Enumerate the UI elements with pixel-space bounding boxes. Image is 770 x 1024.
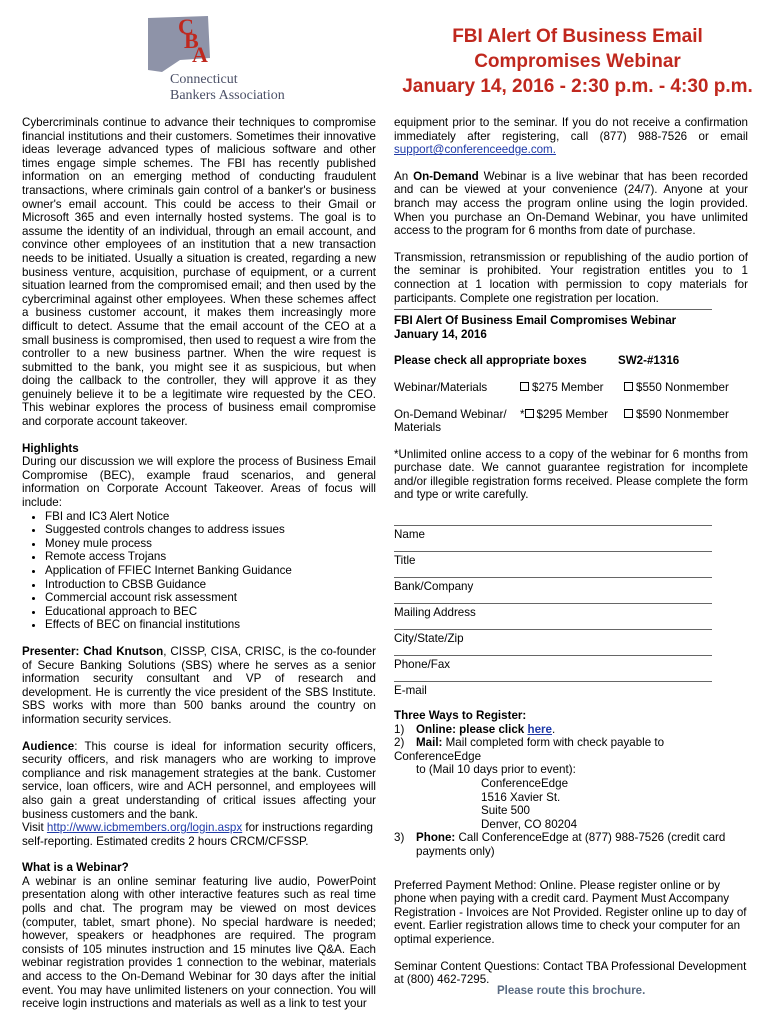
name-field[interactable] bbox=[394, 524, 748, 550]
price-row-webinar bbox=[394, 381, 748, 395]
field-label: E-mail bbox=[394, 684, 427, 698]
row1-member-label: $275 Member bbox=[532, 380, 604, 394]
svg-text:C: C bbox=[178, 14, 194, 39]
row2-member-option[interactable] bbox=[520, 408, 624, 435]
register-here-link[interactable]: here bbox=[527, 722, 552, 736]
address-line: Suite 500 bbox=[481, 804, 530, 818]
reg3-body bbox=[416, 831, 748, 858]
transmission-paragraph: Transmission, retransmission or republishing of the audio portion of the seminar is prohibited. Your registration entitles you to 1 connection at 1 location with permission to copy materials for participants. Complete one registration per location. bbox=[394, 250, 748, 305]
presenter-label: Presenter: Chad Knutson bbox=[22, 644, 164, 658]
unlimited-note: *Unlimited online access to a copy of the webinar for 6 months from purchase date. We cannot guarantee registration for incomplete and/or illegible registration forms received. Please complete the form and type or write carefully. bbox=[394, 447, 748, 502]
row1-nonmember-label: $550 Nonmember bbox=[636, 380, 729, 394]
logo-text-line2: Bankers Association bbox=[170, 88, 285, 103]
row2-nonmember-option[interactable] bbox=[624, 408, 729, 435]
field-label: Bank/Company bbox=[394, 580, 474, 594]
continue-paragraph bbox=[394, 116, 748, 157]
register-option-phone bbox=[394, 831, 748, 858]
presenter-text: , CISSP, CISA, CRISC, is the co-founder of Secure Banking Solutions (SBS) where he serves as a senior information security consultant and VP of research and development. He is currently the vice president of the SBS Institute. SBS works with more than 500 banks around the country on information security services. bbox=[22, 644, 376, 726]
reg2-text2: to (Mail 10 days prior to event): bbox=[416, 763, 576, 777]
mailing-address-field[interactable] bbox=[394, 602, 748, 628]
row2-nonmember-label: $590 Nonmember bbox=[636, 407, 729, 421]
reg1-end: . bbox=[551, 722, 556, 736]
row2-asterisk: * bbox=[520, 407, 525, 421]
program-code: SW2-#1316 bbox=[618, 354, 680, 368]
presenter-paragraph bbox=[22, 645, 376, 727]
list-item: • Money mule process bbox=[45, 537, 376, 551]
row2-member-label: $295 Member bbox=[536, 407, 609, 421]
list-item: • Commercial account risk assessment bbox=[45, 591, 376, 605]
list-item: • FBI and IC3 Alert Notice bbox=[45, 510, 376, 524]
reg3-num: 3) bbox=[394, 831, 405, 845]
svg-text:B: B bbox=[184, 28, 199, 53]
checkbox-icon[interactable] bbox=[525, 409, 534, 418]
support-email-link[interactable]: support@conferenceedge.com. bbox=[394, 143, 556, 157]
reg2-text: Mail completed form with check payable to ConferenceEdge bbox=[394, 736, 665, 763]
questions-paragraph: Seminar Content Questions: Contact TBA Professional Development at (800) 462-7295. bbox=[394, 959, 747, 987]
audience-label: Audience bbox=[22, 739, 75, 753]
payment-paragraph: Preferred Payment Method: Online. Please register online or by phone when paying with a credit card. Payment Must Accompany Registration - Invoices are Not Provided. Register online up to day of event. Earlier registration allows time to check your computer for an optimal experience. bbox=[394, 878, 747, 946]
list-item: • Remote access Trojans bbox=[45, 550, 376, 564]
webinar-heading: What is a Webinar? bbox=[22, 861, 129, 875]
mail-address bbox=[394, 777, 748, 831]
row1-nonmember-option[interactable] bbox=[624, 381, 729, 395]
visit-suffix: for instructions regarding self-reporting. Estimated credits 2 hours CRCM/CFSSP. bbox=[22, 821, 373, 848]
ondemand-prefix: An bbox=[394, 169, 414, 183]
reg3-text: Call ConferenceEdge at (877) 988-7526 (credit card payments only) bbox=[416, 831, 726, 858]
right-column bbox=[394, 116, 748, 987]
reg2-label: Mail: bbox=[416, 736, 443, 750]
field-label: Phone/Fax bbox=[394, 658, 451, 672]
checkbox-icon[interactable] bbox=[624, 409, 633, 418]
svg-text:A: A bbox=[192, 42, 208, 67]
page-title bbox=[385, 24, 770, 99]
ondemand-bold: On-Demand bbox=[413, 169, 479, 183]
row2-label bbox=[394, 408, 520, 435]
icb-login-link[interactable]: http://www.icbmembers.org/login.aspx bbox=[46, 821, 243, 835]
row2-label-b: Materials bbox=[394, 421, 442, 435]
ondemand-paragraph bbox=[394, 170, 748, 238]
left-column bbox=[22, 116, 376, 1011]
list-item: • Introduction to CBSB Guidance bbox=[45, 578, 376, 592]
check-label: Please check all appropriate boxes bbox=[394, 354, 587, 368]
reg2-num: 2) bbox=[394, 736, 405, 750]
email-field[interactable] bbox=[394, 680, 748, 706]
title-line2: Compromises Webinar bbox=[474, 51, 681, 72]
row1-member-option[interactable] bbox=[520, 381, 624, 395]
address-line: 1516 Xavier St. bbox=[481, 790, 561, 804]
visit-paragraph bbox=[22, 821, 376, 848]
highlights-intro: During our discussion we will explore the process of Business Email Compromise (BEC), example fraud scenarios, and general information on Corporate Account Takeover. Areas of focus will include: bbox=[22, 455, 376, 510]
visit-prefix: Visit bbox=[22, 821, 47, 835]
cba-logo bbox=[140, 10, 300, 105]
list-item: • Application of FFIEC Internet Banking Guidance bbox=[45, 564, 376, 578]
reg1-num: 1) bbox=[394, 722, 405, 736]
check-row bbox=[394, 354, 748, 368]
highlights-heading: Highlights bbox=[22, 441, 79, 455]
reg1-label: Online: please click bbox=[416, 722, 528, 736]
register-option-online bbox=[394, 723, 748, 737]
register-heading: Three Ways to Register: bbox=[394, 709, 527, 723]
checkbox-icon[interactable] bbox=[624, 382, 633, 391]
highlights-list bbox=[22, 510, 376, 632]
list-item: • Educational approach to BEC bbox=[45, 605, 376, 619]
ondemand-text: Webinar is a live webinar that has been recorded and can be viewed at your convenience (24/7). Anyone at your branch may access the program online using the login provided. When you purchase an On-Demand Webinar, you have unlimited access to the program for 6 months from date of purchase. bbox=[394, 169, 748, 238]
audience-paragraph bbox=[22, 740, 376, 822]
title-line3: January 14, 2016 - 2:30 p.m. - 4:30 p.m. bbox=[402, 76, 753, 97]
logo-text-line1: Connecticut bbox=[170, 72, 238, 87]
list-item: • Effects of BEC on financial institutions bbox=[45, 618, 376, 632]
connecticut-map-icon bbox=[140, 10, 290, 80]
list-item: • Suggested controls changes to address issues bbox=[45, 523, 376, 537]
register-option-mail bbox=[394, 736, 748, 763]
address-line: ConferenceEdge bbox=[481, 777, 569, 791]
row1-label: Webinar/Materials bbox=[394, 380, 488, 394]
reg3-label: Phone: bbox=[416, 831, 456, 845]
intro-paragraph: Cybercriminals continue to advance their techniques to compromise financial institutions and their customers. Sometimes their innovative ideas leverage advanced types of malicious software and other times engage simple schemes. The FBI has recently published information on an emerging method of conducting fraudulent transactions, where criminals gain control of a banker's or business owner's email account. This could be access to their Gmail or Microsoft 365 and even internally hosted systems. The goal is to assume the identity of an individual, through an email account, and convince other employees of an institution that a new transaction needs to be initiated. Usually a situation is created, regarding a new business venture, acquisition, purchase of equipment, or a current situation learned from the compromised email; and then used by the cybercriminal against other employees. When these schemes affect a business customer account, it makes them increasingly more difficult to detect. Assume that the email account of the CEO at a small business is compromised, then used to request a wire from the controller to a new business partner. When the wire request is submitted to the bank, you might see it as suspicious, but when doing the callback to the controller, they will approve it as they genuinely believe it to be a legitimate wire requested by the CEO. This webinar explores the process of business email compromise and corporate account takeover. bbox=[22, 116, 376, 429]
webinar-paragraph: A webinar is an online seminar featuring live audio, PowerPoint presentation along with other interactive features such as real time polls and chat. The program may be viewed on most devices (computer, tablet, smart phone). No special hardware is needed; however, speakers or headphones are required. The program consists of 105 minutes instruction and 15 minutes live Q&A. Each webinar registration provides 1 connection to the webinar, materials and access to the On-Demand Webinar for 30 days after the initial event. You may have unlimited listeners on your connection. You will receive login instructions and materials as well as a link to test your bbox=[22, 874, 376, 1011]
checkbox-icon[interactable] bbox=[520, 382, 529, 391]
audience-text: : This course is ideal for information security officers, security officers, and risk managers who are working to improve compliance and risk management strategies at the bank. Customer service, loan officers, wire and ACH personnel, and employees will also gain a great understanding of critical issues affecting your business customers and the bank. bbox=[22, 739, 376, 821]
form-title: FBI Alert Of Business Email Compromises Webinar bbox=[394, 314, 677, 328]
field-label: City/State/Zip bbox=[394, 632, 464, 646]
address-line: Denver, CO 80204 bbox=[481, 817, 578, 831]
bank-company-field[interactable] bbox=[394, 576, 748, 602]
phone-fax-field[interactable] bbox=[394, 654, 748, 680]
form-date: January 14, 2016 bbox=[394, 327, 487, 341]
title-field[interactable] bbox=[394, 550, 748, 576]
continue-text: equipment prior to the seminar. If you do not receive a confirmation immediately after registering, call (877) 988-7526 or email bbox=[394, 116, 748, 143]
city-state-zip-field[interactable] bbox=[394, 628, 748, 654]
title-line1: FBI Alert Of Business Email bbox=[452, 26, 703, 47]
field-label: Name bbox=[394, 528, 425, 542]
field-label: Mailing Address bbox=[394, 606, 476, 620]
price-row-ondemand bbox=[394, 408, 748, 435]
route-brochure-note: Please route this brochure. bbox=[497, 985, 646, 997]
row2-label-a: On-Demand Webinar/ bbox=[394, 407, 507, 421]
field-label: Title bbox=[394, 554, 416, 568]
